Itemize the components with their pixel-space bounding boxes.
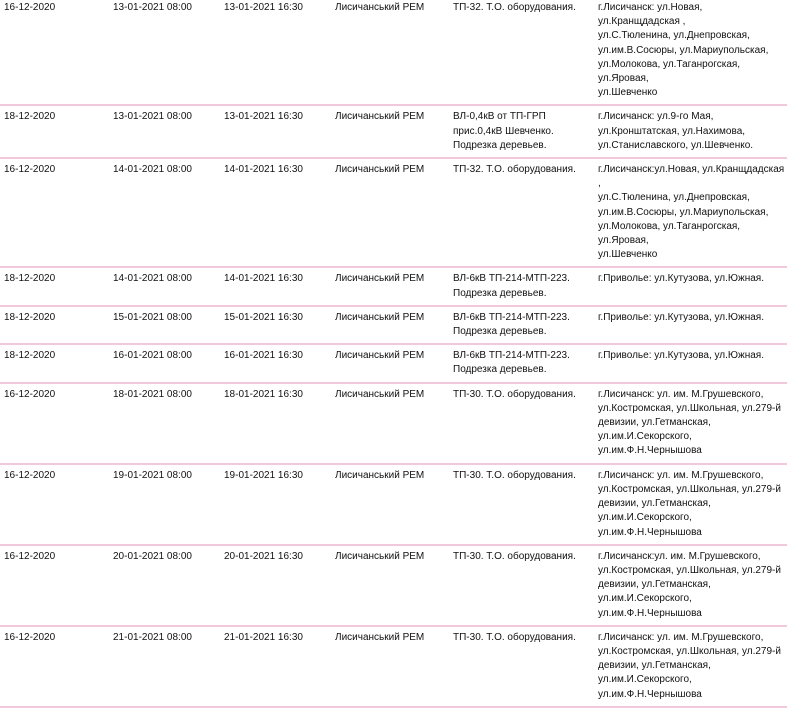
rem-name: Лисичанський РЕМ — [335, 631, 425, 643]
rem-name: Лисичанський РЕМ — [335, 550, 425, 562]
posted-date: 16-12-2020 — [4, 631, 56, 643]
work-description: ТП-30. Т.О. оборудования. — [453, 469, 576, 481]
affected-addresses: г.Приволье: ул.Кутузова, ул.Южная. — [598, 350, 764, 362]
posted-date: 16-12-2020 — [4, 550, 56, 562]
end-time: 14-01-2021 16:30 — [224, 273, 303, 285]
work-description: ВЛ-0,4кВ от ТП-ГРП прис.0,4кВ Шевченко. Подрезка деревьев. — [453, 111, 554, 151]
table-row — [0, 0, 787, 105]
rem-name: Лисичанський РЕМ — [335, 2, 425, 13]
posted-date: 18-12-2020 — [4, 311, 56, 323]
rem-name: Лисичанський РЕМ — [335, 350, 425, 362]
start-time: 16-01-2021 08:00 — [113, 350, 192, 362]
rem-name: Лисичанський РЕМ — [335, 273, 425, 285]
end-time: 19-01-2021 16:30 — [224, 469, 303, 481]
work-description: ТП-30. Т.О. оборудования. — [453, 388, 576, 400]
end-time: 21-01-2021 16:30 — [224, 631, 303, 643]
table-row — [0, 105, 787, 158]
rem-name: Лисичанський РЕМ — [335, 469, 425, 481]
table-row — [0, 626, 787, 707]
start-time: 18-01-2021 08:00 — [113, 388, 192, 400]
table-row — [0, 464, 787, 545]
posted-date: 18-12-2020 — [4, 350, 56, 362]
start-time: 14-01-2021 08:00 — [113, 164, 192, 176]
end-time: 18-01-2021 16:30 — [224, 388, 303, 400]
start-time: 20-01-2021 08:00 — [113, 550, 192, 562]
work-description: ТП-32. Т.О. оборудования. — [453, 164, 576, 176]
affected-addresses: г.Приволье: ул.Кутузова, ул.Южная. — [598, 311, 764, 323]
work-description: ТП-30. Т.О. оборудования. — [453, 631, 576, 643]
posted-date: 18-12-2020 — [4, 273, 56, 285]
affected-addresses: г.Лисичанск: ул.Новая, ул.Кранщдадская , ул.С.Тюленина, ул.Днепровская, ул.им.В.Сосюры, ул.Мариупольская, ул.Молокова, ул.Таганрогская, ул.Яровая, ул.Шевченко — [598, 2, 769, 99]
start-time: 13-01-2021 08:00 — [113, 111, 192, 123]
affected-addresses: г.Лисичанск: ул. им. М.Грушевского, ул.Костромская, ул.Школьная, ул.279-й девизии, ул.Гетманская, ул.им.И.Секорского, ул.им.Ф.Н.Чернышова — [598, 388, 781, 457]
end-time: 16-01-2021 16:30 — [224, 350, 303, 362]
table-row — [0, 267, 787, 305]
work-description: ТП-30. Т.О. оборудования. — [453, 550, 576, 562]
affected-addresses: г.Лисичанск:ул. им. М.Грушевского, ул.Костромская, ул.Школьная, ул.279-й девизии, ул.Гетманская, ул.им.И.Секорского, ул.им.Ф.Н.Чернышова — [598, 550, 781, 619]
table-row — [0, 158, 787, 267]
table-row — [0, 306, 787, 344]
rem-name: Лисичанський РЕМ — [335, 164, 425, 176]
start-time: 13-01-2021 08:00 — [113, 2, 192, 13]
table-row — [0, 545, 787, 626]
start-time: 21-01-2021 08:00 — [113, 631, 192, 643]
work-description: ВЛ-6кВ ТП-214-МТП-223. Подрезка деревьев. — [453, 350, 570, 376]
posted-date: 16-12-2020 — [4, 469, 56, 481]
end-time: 20-01-2021 16:30 — [224, 550, 303, 562]
work-description: ТП-32. Т.О. оборудования. — [453, 2, 576, 13]
end-time: 13-01-2021 16:30 — [224, 111, 303, 123]
posted-date: 16-12-2020 — [4, 164, 56, 176]
posted-date: 16-12-2020 — [4, 2, 56, 13]
end-time: 13-01-2021 16:30 — [224, 2, 303, 13]
start-time: 15-01-2021 08:00 — [113, 311, 192, 323]
rem-name: Лисичанський РЕМ — [335, 388, 425, 400]
affected-addresses: г.Лисичанск: ул. им. М.Грушевского, ул.Костромская, ул.Школьная, ул.279-й девизии, ул.Гетманская, ул.им.И.Секорского, ул.им.Ф.Н.Чернышова — [598, 631, 781, 700]
table-row — [0, 344, 787, 382]
affected-addresses: г.Приволье: ул.Кутузова, ул.Южная. — [598, 273, 764, 285]
affected-addresses: г.Лисичанск:ул.Новая, ул.Кранщдадская , ул.С.Тюленина, ул.Днепровская, ул.им.В.Сосюры, ул.Мариупольская, ул.Молокова, ул.Таганрогская, ул.Яровая, ул.Шевченко — [598, 164, 785, 261]
table-row — [0, 383, 787, 464]
start-time: 19-01-2021 08:00 — [113, 469, 192, 481]
work-description: ВЛ-6кВ ТП-214-МТП-223. Подрезка деревьев. — [453, 311, 570, 338]
rem-name: Лисичанський РЕМ — [335, 311, 425, 323]
rem-name: Лисичанський РЕМ — [335, 111, 425, 123]
affected-addresses: г.Лисичанск: ул. им. М.Грушевского, ул.Костромская, ул.Школьная, ул.279-й девизии, ул.Гетманская, ул.им.И.Секорского, ул.им.Ф.Н.Чернышова — [598, 469, 781, 538]
work-description: ВЛ-6кВ ТП-214-МТП-223. Подрезка деревьев. — [453, 273, 570, 299]
end-time: 14-01-2021 16:30 — [224, 164, 303, 176]
start-time: 14-01-2021 08:00 — [113, 273, 192, 285]
posted-date: 18-12-2020 — [4, 111, 56, 123]
affected-addresses: г.Лисичанск: ул.9-го Мая, ул.Кронштатская, ул.Нахимова, ул.Станиславского, ул.Шевченко. — [598, 111, 754, 151]
end-time: 15-01-2021 16:30 — [224, 311, 303, 323]
posted-date: 16-12-2020 — [4, 388, 56, 400]
